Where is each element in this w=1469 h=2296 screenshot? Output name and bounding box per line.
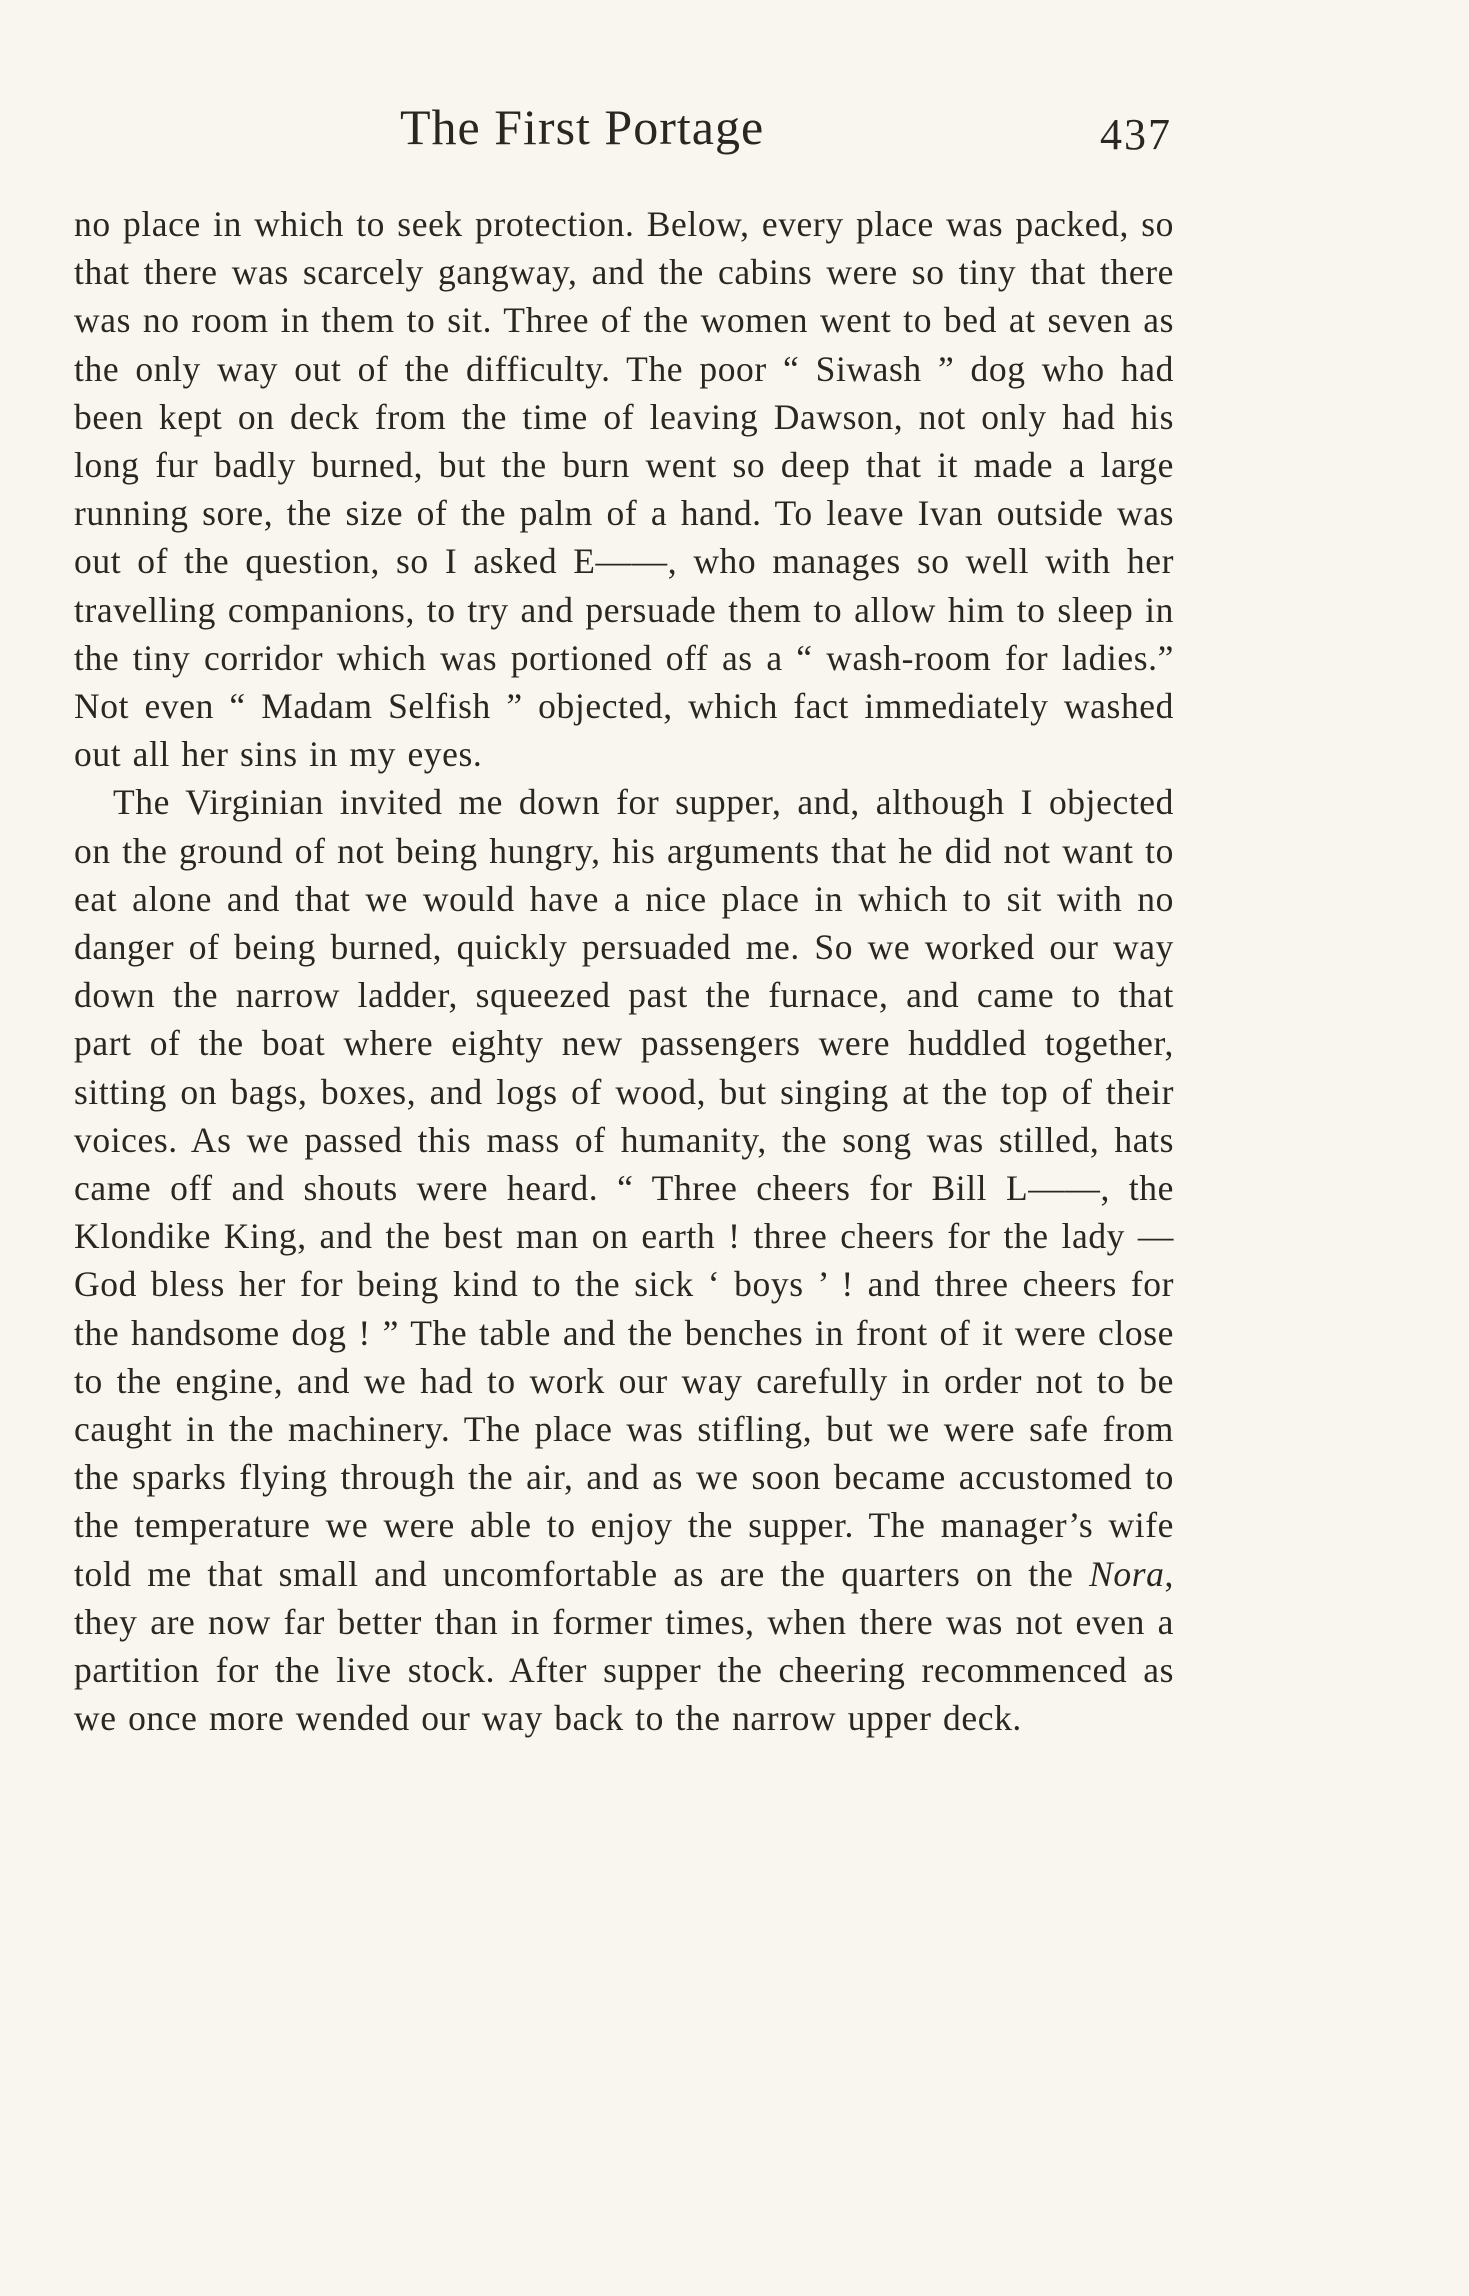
- paragraph-1: no place in which to seek protection. Below, every place was packed, so that there was scarcely gangway, and the cabins were so tiny that there was no room in them to sit. Three of the women went to bed at seven as the only way out of the difficulty. The poor “ Siwash ” dog who had been kept on deck from the time of leaving Dawson, not only had his long fur badly burned, but the burn went so deep that it made a large running sore, the size of the palm of a hand. To leave Ivan outside was out of the question, so I asked E——, who manages so well with her travelling companions, to try and persuade them to allow him to sleep in the tiny corridor which was portioned off as a “ wash-room for ladies.” Not even “ Madam Selfish ” objected, which fact immediately washed out all her sins in my eyes.: [74, 204, 1174, 775]
- paragraph-2-text-end: , they are now far better than in former times, when there was not even a partition for the live stock. After supper the cheering recommenced as we once more wended our way back to the narrow upper deck.: [74, 1553, 1174, 1739]
- paragraph-2-text-start: The Virginian invited me down for supper, and, although I objected on the ground of not being hungry, his arguments that he did not want to eat alone and that we would have a nice place in which to sit with no danger of being burned, quickly persuaded me. So we worked our way down the narrow ladder, squeezed past the furnace, and came to that part of the boat where eighty new passengers were huddled together, sitting on bags, boxes, and logs of wood, but singing at the top of their voices. As we passed this mass of humanity, the song was stilled, hats came off and shouts were heard. “ Three cheers for Bill L——, the Klondike King, and the best man on earth ! three cheers for the lady —God bless her for being kind to the sick ‘ boys ’ ! and three cheers for the handsome dog ! ” The table and the benches in front of it were close to the engine, and we had to work our way carefully in order not to be caught in the machinery. The place was stifling, but we were safe from the sparks flying through the air, and as we soon became accustomed to the temperature we were able to enjoy the supper. The manager’s wife told me that small and uncomfortable as are the quarters on the: [74, 782, 1174, 1594]
- body-text: [74, 200, 1174, 1743]
- ship-name: Nora: [1089, 1553, 1165, 1594]
- page-title: The First Portage: [400, 99, 765, 155]
- running-head: [0, 92, 1469, 162]
- page-number: 437: [1100, 110, 1172, 159]
- paragraph-2: [74, 778, 1174, 1742]
